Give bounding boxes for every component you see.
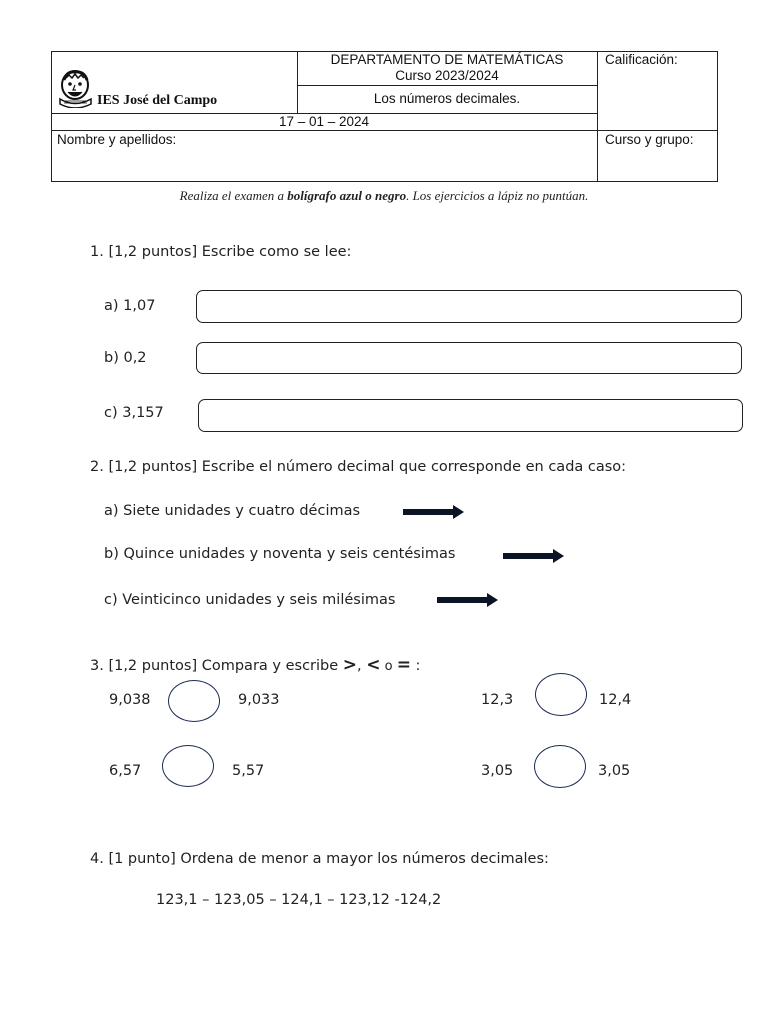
header-divider — [51, 130, 718, 131]
header-divider — [597, 51, 598, 182]
q3-pair-2-right: 12,4 — [599, 692, 632, 708]
q3-pair-4-right: 3,05 — [598, 763, 631, 779]
q1-item-b-answer-box[interactable] — [196, 342, 742, 374]
q1-item-a-answer-box[interactable] — [196, 290, 742, 323]
arrow-right-icon — [503, 549, 564, 563]
name-label: Nombre y apellidos: — [57, 132, 177, 147]
question-3-text: , — [357, 658, 367, 674]
arrow-right-icon — [403, 505, 464, 519]
exam-topic: Los números decimales. — [373, 91, 521, 106]
department-title: DEPARTAMENTO DE MATEMÁTICAS — [330, 52, 564, 67]
q3-pair-1-answer-circle[interactable] — [168, 680, 220, 722]
instructions-emphasis: bolígrafo azul o negro — [287, 188, 407, 203]
instructions-text: . Los ejercicios a lápiz no puntúan. — [406, 188, 589, 203]
grade-label: Calificación: — [605, 52, 678, 67]
arrow-right-icon — [437, 593, 498, 607]
exam-date: 17 – 01 – 2024 — [278, 114, 370, 129]
q3-pair-2-answer-circle[interactable] — [535, 673, 587, 716]
q3-pair-4-left: 3,05 — [481, 763, 514, 779]
q2-item-a-label: a) Siete unidades y cuatro décimas — [104, 503, 361, 519]
q1-item-a-label: a) 1,07 — [104, 298, 156, 314]
question-4-title: 4. [1 punto] Ordena de menor a mayor los números decimales: — [90, 851, 549, 867]
q3-pair-3-answer-circle[interactable] — [162, 745, 214, 787]
group-label: Curso y grupo: — [605, 132, 694, 147]
q1-item-c-answer-box[interactable] — [198, 399, 743, 432]
q3-pair-2-left: 12,3 — [481, 692, 514, 708]
q3-pair-4-answer-circle[interactable] — [534, 745, 586, 788]
q3-pair-3-right: 5,57 — [232, 763, 265, 779]
q3-pair-1-right: 9,033 — [238, 692, 280, 708]
q3-pair-1-left: 9,038 — [109, 692, 151, 708]
header-divider — [297, 85, 597, 86]
school-name: IES José del Campo — [97, 93, 218, 108]
question-3-text: o — [380, 659, 397, 674]
question-2-title: 2. [1,2 puntos] Escribe el número decimal que corresponde en cada caso: — [90, 459, 627, 475]
q2-item-b-label: b) Quince unidades y noventa y seis centésimas — [104, 546, 456, 562]
q1-item-b-label: b) 0,2 — [104, 350, 147, 366]
course-year: Curso 2023/2024 — [395, 68, 499, 83]
instructions — [0, 188, 768, 204]
q2-item-c-label: c) Veinticinco unidades y seis milésimas — [104, 592, 396, 608]
question-1-title: 1. [1,2 puntos] Escribe como se lee: — [90, 244, 352, 260]
less-than-symbol: < — [366, 655, 381, 675]
greater-than-symbol: > — [342, 655, 358, 675]
equals-symbol: = — [396, 655, 411, 675]
question-3-text: : — [410, 658, 421, 674]
q3-pair-3-left: 6,57 — [109, 763, 142, 779]
question-3-title — [90, 655, 420, 675]
q4-numbers: 123,1 – 123,05 – 124,1 – 123,12 -124,2 — [156, 892, 442, 908]
q1-item-c-label: c) 3,157 — [104, 405, 164, 421]
question-3-text: 3. [1,2 puntos] Compara y escribe — [90, 658, 343, 674]
school-logo-icon — [57, 68, 95, 108]
instructions-text: Realiza el examen a — [179, 188, 288, 203]
